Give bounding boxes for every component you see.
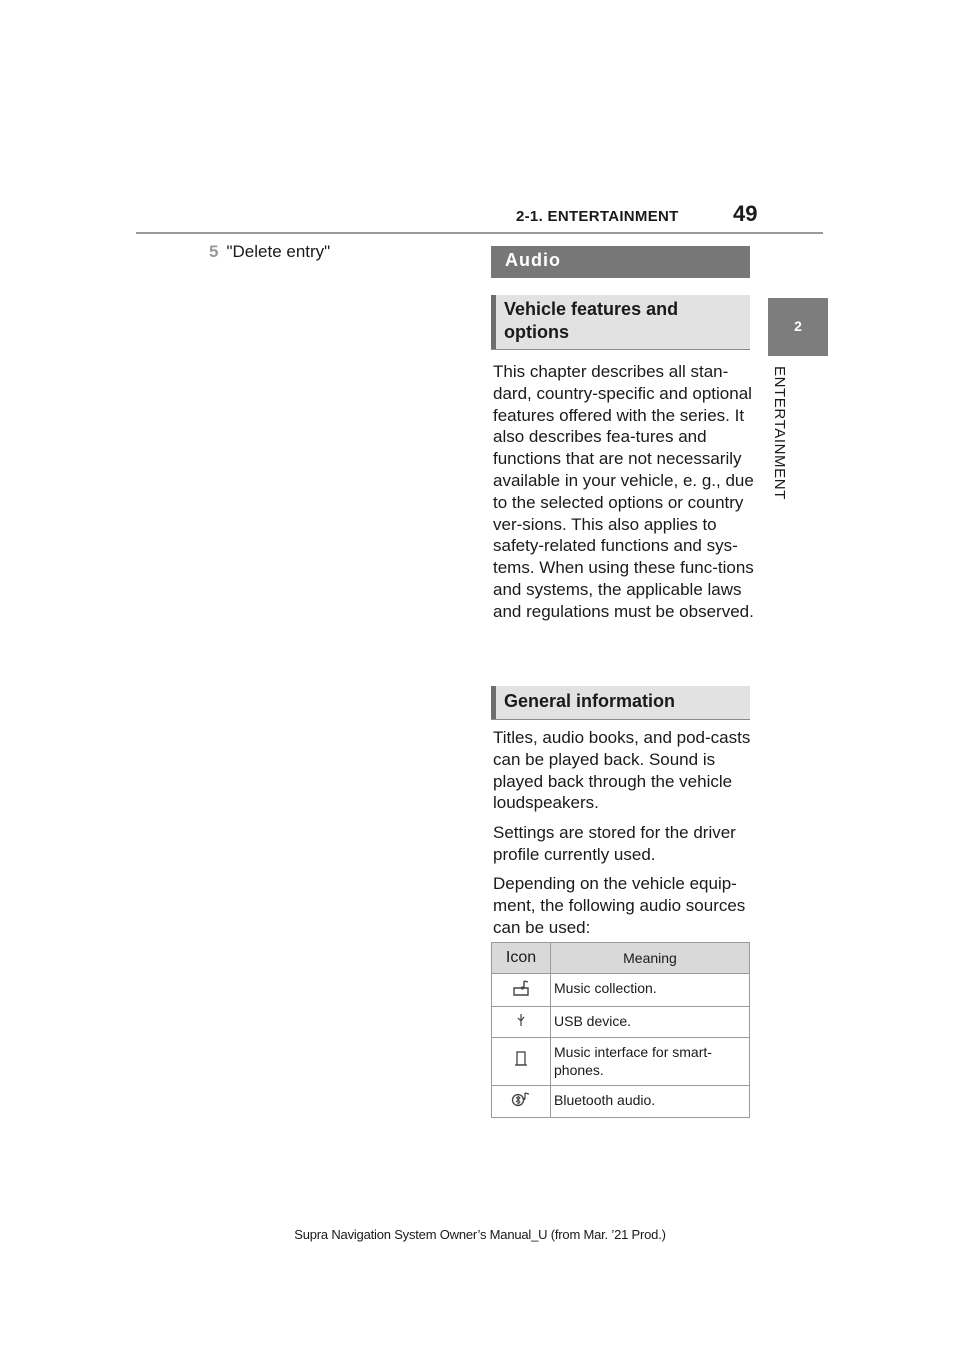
table-meaning: USB device. <box>551 1007 750 1038</box>
vehicle-features-heading-box <box>491 295 750 350</box>
usb-icon <box>492 1007 551 1038</box>
footer: Supra Navigation System Owner’s Manual_U (from Mar. ’21 Prod.) <box>294 1227 666 1242</box>
general-info-heading-box <box>491 686 750 720</box>
heading-accent <box>491 686 496 719</box>
column-header-meaning: Meaning <box>551 943 750 974</box>
heading-accent <box>491 295 496 349</box>
table-meaning: Music interface for smart-phones. <box>551 1038 750 1086</box>
header-divider <box>136 232 823 234</box>
table-meaning: Bluetooth audio. <box>551 1086 750 1118</box>
step-number: 5 <box>209 242 219 261</box>
music-collection-icon <box>492 974 551 1007</box>
bluetooth-audio-icon <box>492 1086 551 1118</box>
general-info-paragraph-2: Settings are stored for the driver profile currently used. <box>493 823 736 864</box>
table-header-row <box>492 943 750 974</box>
table-row <box>492 1038 750 1086</box>
vehicle-features-text: This chapter describes all stan-dard, country-specific and optional features offered with the series. It also describes fea-tures and functions that are not necessarily available in your vehicle, e. g., due to the selected options or country ver-sions. This also applies to safety-related functions and sys-tems. When using these func-tions and systems, the applicable laws and regulations must be observed. <box>493 362 754 621</box>
table-meaning: Music collection. <box>551 974 750 1007</box>
vehicle-features-heading: Vehicle features and options <box>504 299 679 342</box>
audio-heading-bar <box>491 246 750 278</box>
table-row <box>492 1086 750 1118</box>
general-info-heading: General information <box>504 691 676 711</box>
chapter-label: ENTERTAINMENT <box>771 366 788 500</box>
audio-heading: Audio <box>505 250 561 270</box>
step-item <box>209 242 330 262</box>
smartphone-icon <box>492 1038 551 1086</box>
chapter-number: 2 <box>794 318 802 334</box>
general-info-paragraph-3: Depending on the vehicle equip-ment, the following audio sources can be used: <box>493 874 746 937</box>
step-text: "Delete entry" <box>226 242 331 261</box>
section-title: 2-1. ENTERTAINMENT <box>516 208 679 225</box>
table-row <box>492 1007 750 1038</box>
column-header-icon: Icon <box>492 943 551 974</box>
audio-sources-table <box>491 942 750 1118</box>
page-number: 49 <box>733 201 758 226</box>
general-info-paragraph-1: Titles, audio books, and pod-casts can be played back. Sound is played back through the vehicle loudspeakers. <box>493 728 751 813</box>
table-row <box>492 974 750 1007</box>
